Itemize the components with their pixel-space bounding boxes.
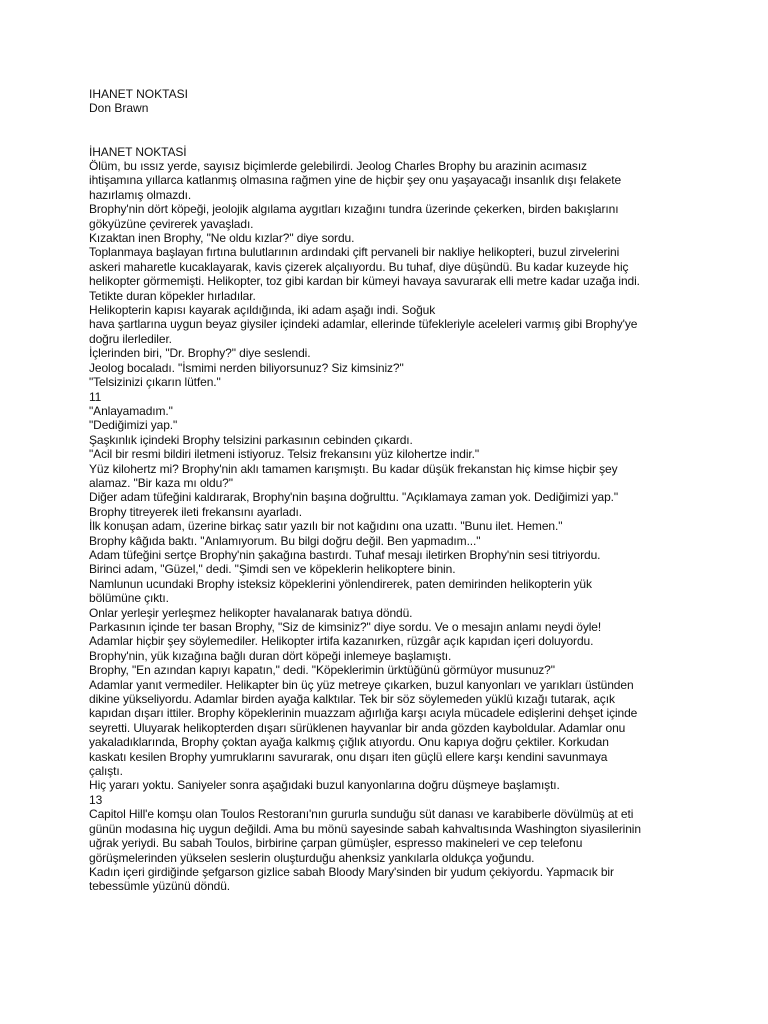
text-line: Kızaktan inen Brophy, "Ne oldu kızlar?" diye sordu. [89,231,355,246]
text-line: Brophy'nin dört köpeği, jeolojik algılama aygıtları kızağını tundra üzerinde çekerken, birden bakışlarını [89,202,619,217]
text-line: Birinci adam, "Güzel," dedi. "Şimdi sen ve köpeklerin helikoptere binin. [89,562,456,577]
document-title: IHANET NOKTASI [89,87,188,101]
text-line: Toplanmaya başlayan fırtına bulutlarının ardındaki çift pervaneli bir nakliye helikopteri, buzul zirvelerini [89,245,620,260]
text-line: askeri maharetle kucaklayarak, kavis çizerek alçalıyordu. Bu tuhaf, diye düşündü. Bu kadar kuzeyde hiç [89,259,629,274]
text-line: hazırlamış olmazdı. [89,187,192,202]
text-line: seyretti. Uluyarak helikopterden dışarı sürüklenen hayvanlar bir anda gözden kayboldular. Adamlar onu [89,720,626,735]
text-line: Diğer adam tüfeğini kaldırarak, Brophy'nin başına doğrulttu. "Açıklamaya zaman yok. Dediğimizi yap." [89,490,619,505]
text-line: doğru ilerlediler. [89,331,172,346]
text-line: İHANET NOKTASİ [89,144,187,159]
text-line: ihtişamına yıllarca katlanmış olmasına rağmen yine de hiçbir şey onu yaşayacağı insanlık dışı felakete [89,173,622,188]
text-line: Brophy'nin, yük kızağına bağlı duran dört köpeği inlemeye başlamıştı. [89,648,452,663]
document-page [89,87,684,894]
text-line: kapıdan dışarı ittiler. Brophy köpeklerinin muazzam ağırlığa karşı acıyla mücadele edişlerini dehşet içinde [89,706,638,721]
text-line: gökyüzüne çevirerek yavaşladı. [89,216,254,231]
text-line: helikopter görmemişti. Helikopter, toz gibi kardan bir kümeyi havaya savurarak elli metre kadar uzağa indi. [89,274,640,289]
spacer [89,116,684,145]
text-line: uğrak yeriydi. Bu sabah Toulos, birbirine çarpan gümüşler, espresso makineleri ve cep telefonu [89,836,583,851]
text-line: çalıştı. [89,764,123,779]
text-line: Brophy kâğıda baktı. "Anlamıyorum. Bu bilgi doğru değil. Ben yapmadım..." [89,533,481,548]
text-line: İçlerinden biri, "Dr. Brophy?" diye seslendi. [89,346,311,361]
text-line: Helikopterin kapısı kayarak açıldığında, iki adam aşağı indi. Soğuk [89,303,436,318]
text-line: Yüz kilohertz mi? Brophy'nin aklı tamamen karışmıştı. Bu kadar düşük frekanstan hiç kimse hiçbir şey [89,461,618,476]
document-body [89,145,684,894]
text-line: Parkasının içinde ter basan Brophy, "Siz de kimsiniz?" diye sordu. Ve o mesajın anlamı neydi öyle! [89,620,602,635]
text-line: Şaşkınlık içindeki Brophy telsizini parkasının cebinden çıkardı. [89,432,413,447]
text-line: hava şartlarına uygun beyaz giysiler içindeki adamlar, ellerinde tüfekleriyle aceleleri varmış gibi Brophy'ye [89,317,638,332]
text-line: dikine yükseliyordu. Adamlar birden ayağa kalktılar. Tek bir söz söylemeden yüklü kızağı tutarak, açık [89,692,615,707]
text-line: 13 [89,792,103,807]
text-line: Kadın içeri girdiğinde şefgarson gizlice sabah Bloody Mary'sinden bir yudum çekiyordu. Yapmacık bir [89,864,614,879]
text-line: Tetikte duran köpekler hırladılar. [89,288,256,303]
text-line: kaskatı kesilen Brophy yumruklarını savurarak, onu dışarı iten güçlü ellere karşı kendini savunmaya [89,749,608,764]
text-line: yakaladıklarında, Brophy çoktan ayağa kalkmış çığlık atıyordu. Onu kapıya doğru çektiler. Korkudan [89,735,609,750]
text-line: "Anlayamadım." [89,403,173,418]
text-line: Jeolog bocaladı. "İsmimi nerden biliyorsunuz? Siz kimsiniz?" [89,360,404,375]
text-line: "Dediğimizi yap." [89,418,178,433]
text-line: alamaz. "Bir kaza mı oldu?" [89,475,233,490]
text-line: Brophy titreyerek ileti frekansını ayarladı. [89,504,303,519]
text-line: "Acil bir resmi bildiri iletmeni istiyoruz. Telsiz frekansını yüz kilohertze indir." [89,447,480,462]
text-line: Brophy, "En azından kapıyı kapatın," dedi. "Köpeklerimin ürktüğünü görmüyor musunuz?" [89,663,555,678]
text-line: Onlar yerleşir yerleşmez helikopter havalanarak batıya döndü. [89,605,413,620]
text-line: Adam tüfeğini sertçe Brophy'nin şakağına bastırdı. Tuhaf mesajı iletirken Brophy'nin sesi titriyordu. [89,547,601,562]
text-line: Adamlar hiçbir şey söylemediler. Helikopter irtifa kazanırken, rüzgâr açık kapıdan içeri doluyordu. [89,634,594,649]
text-line: bölümüne çıktı. [89,591,169,606]
text-line: günün modasına hiç uygun değildi. Ama bu mönü sayesinde sabah kahvaltısında Washington siyasilerinin [89,821,641,836]
text-line: Namlunun ucundaki Brophy isteksiz köpeklerini yönlendirerek, paten demirinden helikopterin yük [89,576,592,591]
text-line: Adamlar yanıt vermediler. Helikapter bin üç yüz metreye çıkarken, buzul kanyonları ve yarıkları üstünden [89,677,634,692]
text-line: "Telsizinizi çıkarın lütfen." [89,375,221,390]
text-line: İlk konuşan adam, üzerine birkaç satır yazılı bir not kağıdını ona uzattı. "Bunu ilet. Hemen." [89,519,563,534]
text-line: Ölüm, bu ıssız yerde, sayısız biçimlerde gelebilirdi. Jeolog Charles Brophy bu arazinin acımasız [89,159,587,174]
text-line: görüşmelerinden yükselen seslerin oluşturduğu ahenksiz yankılarla oldukça yoğundu. [89,850,535,865]
text-line: Hiç yararı yoktu. Saniyeler sonra aşağıdaki buzul kanyonlarına doğru düşmeye başlamıştı. [89,778,560,793]
text-line: Capitol Hill'e komşu olan Toulos Restoranı'nın gururla sunduğu süt danası ve karabiberle dövülmüş at eti [89,807,634,822]
text-line: tebessümle yüzünü döndü. [89,879,231,894]
document-author: Don Brawn [89,101,149,116]
text-line: 11 [89,389,102,404]
